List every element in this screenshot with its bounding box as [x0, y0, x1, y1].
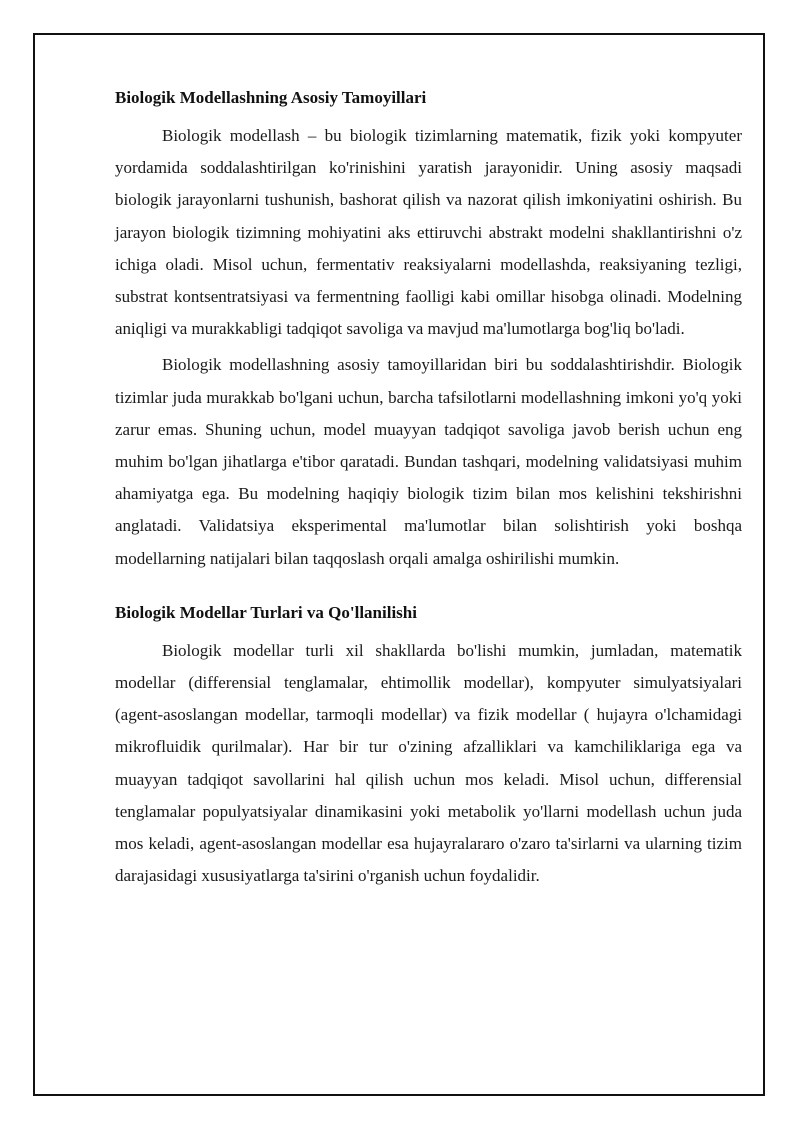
section-principles — [115, 86, 742, 575]
section-heading: Biologik Modellashning Asosiy Tamoyillari — [115, 88, 427, 107]
paragraph: Biologik modellash – bu biologik tizimlarning matematik, fizik yoki kompyuter yordamida soddalashtirilgan ko'rinishini yaratish jarayonidir. Uning asosiy maqsadi biologik jarayonlarni tushunish, bashorat qilish va nazorat qilish imkoniyatini oshirish. Bu jarayon biologik tizimning mohiyatini aks ettiruvchi abstrakt modelni shakllantirishni o'z ichiga oladi. Misol uchun, fermentativ reaksiyalarni modellashda, reaksiyaning tezligi, substrat kontsentratsiyasi va fermentning faolligi kabi omillar hisobga olinadi. Modelning aniqligi va murakkabligi tadqiqot savoliga va mavjud ma'lumotlarga bog'liq bo'ladi. — [115, 126, 742, 339]
section-model-types — [115, 601, 742, 893]
paragraph: Biologik modellar turli xil shakllarda bo'lishi mumkin, jumladan, matematik modellar (differensial tenglamalar, ehtimollik modellar), kompyuter simulyatsiyalari (agent-asoslangan modellar, tarmoqli modellar) va fizik modellar ( hujayra o'lchamidagi mikrofluidik qurilmalar). Har bir tur o'zining afzalliklari va kamchiliklariga ega va muayyan tadqiqot savollarini hal qilish uchun mos keladi. Misol uchun, differensial tenglamalar populyatsiyalar dinamikasini yoki metabolik yo'llarni modellash uchun juda mos keladi, agent-asoslangan modellar esa hujayralararo o'zaro ta'sirlarni va ularning tizim darajasidagi xususiyatlarga ta'sirini o'rganish uchun foydalidir. — [115, 640, 742, 886]
section-heading: Biologik Modellar Turlari va Qo'llanilishi — [115, 602, 417, 622]
document-body — [115, 86, 742, 896]
paragraph: Biologik modellashning asosiy tamoyillaridan biri bu soddalashtirishdir. Biologik tizimlar juda murakkab bo'lgani uchun, barcha tafsilotlarni modellashning imkoni yo'q yoki zarur emas. Shuning uchun, model muayyan tadqiqot savoliga javob berish uchun eng muhim bo'lgan jihatlarga e'tibor qaratadi. Bundan tashqari, modelning validatsiyasi muhim ahamiyatga ega. Bu modelning haqiqiy biologik tizim bilan mos kelishini tekshirishni anglatadi. Validatsiya eksperimental ma'lumotlar bilan solishtirish yoki boshqa modellarning natijalari bilan taqqoslash orqali amalga oshirilishi mumkin. — [115, 355, 742, 568]
